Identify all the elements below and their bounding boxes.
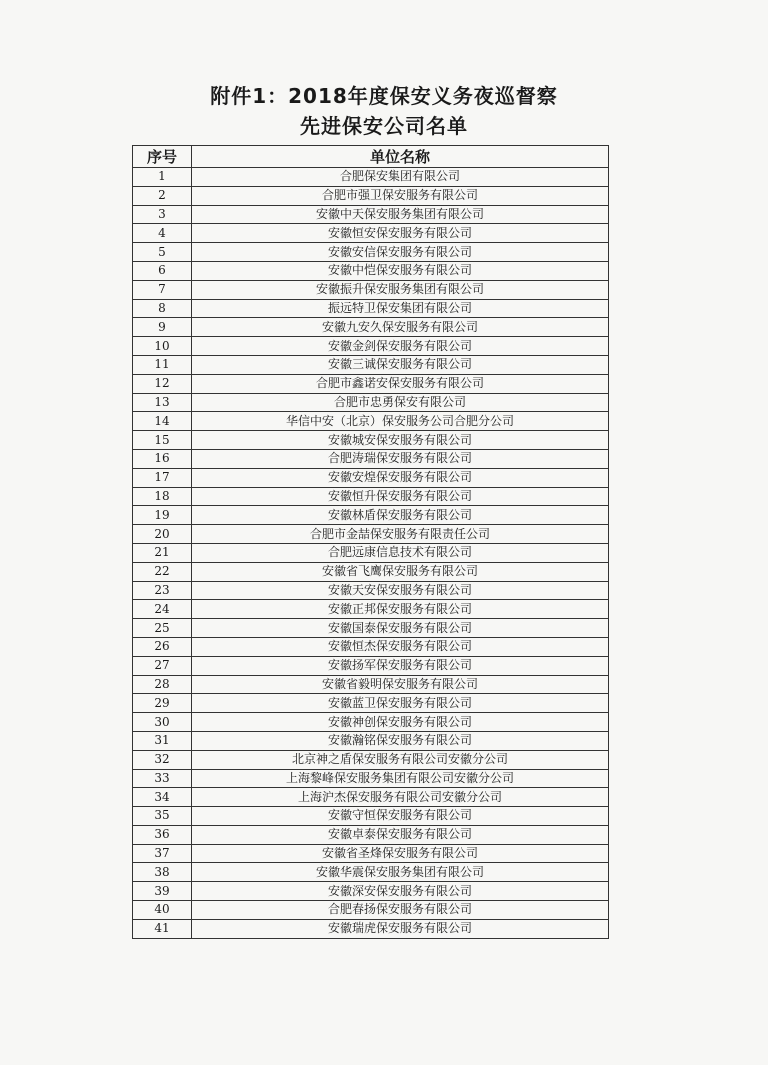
- table-row: [133, 525, 609, 544]
- row-serial-number: 31: [133, 731, 192, 750]
- row-company-name: 安徽神创保安服务有限公司: [192, 713, 609, 732]
- row-company-name: 安徽华震保安服务集团有限公司: [192, 863, 609, 882]
- row-company-name: 安徽深安保安服务有限公司: [192, 882, 609, 901]
- row-serial-number: 13: [133, 393, 192, 412]
- table-row: [133, 619, 609, 638]
- table-row: [133, 844, 609, 863]
- row-company-name: 安徽中天保安服务集团有限公司: [192, 205, 609, 224]
- row-serial-number: 14: [133, 412, 192, 431]
- row-serial-number: 38: [133, 863, 192, 882]
- table-row: [133, 731, 609, 750]
- table-row: [133, 205, 609, 224]
- table-row: [133, 901, 609, 920]
- table-row: [133, 318, 609, 337]
- row-company-name: 安徽城安保安服务有限公司: [192, 431, 609, 450]
- table-row: [133, 468, 609, 487]
- row-company-name: 振远特卫保安集团有限公司: [192, 299, 609, 318]
- row-company-name: 合肥市忠勇保安有限公司: [192, 393, 609, 412]
- row-company-name: 安徽天安保安服务有限公司: [192, 581, 609, 600]
- table-row: [133, 694, 609, 713]
- row-company-name: 安徽省飞鹰保安服务有限公司: [192, 562, 609, 581]
- row-serial-number: 27: [133, 656, 192, 675]
- row-serial-number: 35: [133, 807, 192, 826]
- row-serial-number: 21: [133, 543, 192, 562]
- row-serial-number: 12: [133, 374, 192, 393]
- table-row: [133, 224, 609, 243]
- row-company-name: 安徽正邦保安服务有限公司: [192, 600, 609, 619]
- row-company-name: 安徽恒安保安服务有限公司: [192, 224, 609, 243]
- table-row: [133, 882, 609, 901]
- row-company-name: 安徽三诚保安服务有限公司: [192, 355, 609, 374]
- row-serial-number: 5: [133, 243, 192, 262]
- row-company-name: 安徽林盾保安服务有限公司: [192, 506, 609, 525]
- row-serial-number: 37: [133, 844, 192, 863]
- row-company-name: 合肥保安集团有限公司: [192, 168, 609, 187]
- row-serial-number: 3: [133, 205, 192, 224]
- row-company-name: 安徽中恺保安服务有限公司: [192, 261, 609, 280]
- row-serial-number: 7: [133, 280, 192, 299]
- row-company-name: 安徽省毅明保安服务有限公司: [192, 675, 609, 694]
- row-company-name: 安徽瑞虎保安服务有限公司: [192, 919, 609, 938]
- row-company-name: 安徽振升保安服务集团有限公司: [192, 280, 609, 299]
- table-body: [133, 168, 609, 939]
- row-serial-number: 30: [133, 713, 192, 732]
- row-serial-number: 34: [133, 788, 192, 807]
- table-row: [133, 825, 609, 844]
- table-row: [133, 506, 609, 525]
- row-serial-number: 16: [133, 449, 192, 468]
- row-company-name: 安徽省圣烽保安服务有限公司: [192, 844, 609, 863]
- table-header-row: [133, 146, 609, 168]
- table-row: [133, 280, 609, 299]
- row-company-name: 安徽金剑保安服务有限公司: [192, 337, 609, 356]
- row-serial-number: 8: [133, 299, 192, 318]
- table-row: [133, 355, 609, 374]
- row-company-name: 上海黎峰保安服务集团有限公司安徽分公司: [192, 769, 609, 788]
- table-row: [133, 562, 609, 581]
- row-serial-number: 4: [133, 224, 192, 243]
- row-serial-number: 9: [133, 318, 192, 337]
- row-serial-number: 32: [133, 750, 192, 769]
- row-serial-number: 20: [133, 525, 192, 544]
- row-company-name: 安徽瀚铭保安服务有限公司: [192, 731, 609, 750]
- document-title: 附件1：2018年度保安义务夜巡督察: [210, 84, 558, 108]
- row-serial-number: 25: [133, 619, 192, 638]
- row-company-name: 合肥市强卫保安服务有限公司: [192, 186, 609, 205]
- table-row: [133, 449, 609, 468]
- table-row: [133, 393, 609, 412]
- table-row: [133, 863, 609, 882]
- table-row: [133, 919, 609, 938]
- table-row: [133, 637, 609, 656]
- row-serial-number: 10: [133, 337, 192, 356]
- table-row: [133, 374, 609, 393]
- header-serial-number: 序号: [133, 146, 192, 168]
- row-serial-number: 11: [133, 355, 192, 374]
- row-serial-number: 33: [133, 769, 192, 788]
- row-serial-number: 17: [133, 468, 192, 487]
- row-company-name: 安徽国泰保安服务有限公司: [192, 619, 609, 638]
- table-row: [133, 656, 609, 675]
- table-row: [133, 168, 609, 187]
- row-serial-number: 15: [133, 431, 192, 450]
- table-row: [133, 299, 609, 318]
- row-company-name: 安徽蓝卫保安服务有限公司: [192, 694, 609, 713]
- row-serial-number: 41: [133, 919, 192, 938]
- row-serial-number: 36: [133, 825, 192, 844]
- row-serial-number: 39: [133, 882, 192, 901]
- table-row: [133, 675, 609, 694]
- row-company-name: 安徽恒升保安服务有限公司: [192, 487, 609, 506]
- row-company-name: 合肥市鑫诺安保安服务有限公司: [192, 374, 609, 393]
- row-serial-number: 23: [133, 581, 192, 600]
- table-row: [133, 186, 609, 205]
- row-company-name: 安徽守恒保安服务有限公司: [192, 807, 609, 826]
- row-company-name: 合肥远康信息技术有限公司: [192, 543, 609, 562]
- row-serial-number: 26: [133, 637, 192, 656]
- row-company-name: 安徽恒杰保安服务有限公司: [192, 637, 609, 656]
- row-company-name: 安徽九安久保安服务有限公司: [192, 318, 609, 337]
- row-serial-number: 2: [133, 186, 192, 205]
- row-company-name: 安徽卓泰保安服务有限公司: [192, 825, 609, 844]
- table-row: [133, 337, 609, 356]
- table-row: [133, 431, 609, 450]
- table-row: [133, 243, 609, 262]
- table-row: [133, 261, 609, 280]
- row-serial-number: 18: [133, 487, 192, 506]
- row-serial-number: 19: [133, 506, 192, 525]
- row-company-name: 合肥市金喆保安服务有限责任公司: [192, 525, 609, 544]
- table-row: [133, 807, 609, 826]
- table-row: [133, 600, 609, 619]
- company-list-table: [132, 145, 609, 939]
- row-company-name: 华信中安（北京）保安服务公司合肥分公司: [192, 412, 609, 431]
- row-company-name: 安徽安信保安服务有限公司: [192, 243, 609, 262]
- row-serial-number: 24: [133, 600, 192, 619]
- row-company-name: 安徽安煌保安服务有限公司: [192, 468, 609, 487]
- table-row: [133, 412, 609, 431]
- row-company-name: 上海沪杰保安服务有限公司安徽分公司: [192, 788, 609, 807]
- row-serial-number: 1: [133, 168, 192, 187]
- table-row: [133, 769, 609, 788]
- table-row: [133, 750, 609, 769]
- row-serial-number: 29: [133, 694, 192, 713]
- row-serial-number: 40: [133, 901, 192, 920]
- document-subtitle: 先进保安公司名单: [300, 114, 468, 138]
- table-row: [133, 581, 609, 600]
- row-company-name: 合肥涛瑞保安服务有限公司: [192, 449, 609, 468]
- header-company-name: 单位名称: [192, 146, 609, 168]
- table-row: [133, 543, 609, 562]
- row-serial-number: 28: [133, 675, 192, 694]
- row-company-name: 北京神之盾保安服务有限公司安徽分公司: [192, 750, 609, 769]
- table-row: [133, 487, 609, 506]
- row-serial-number: 22: [133, 562, 192, 581]
- table-row: [133, 713, 609, 732]
- table-row: [133, 788, 609, 807]
- row-company-name: 合肥春扬保安服务有限公司: [192, 901, 609, 920]
- row-company-name: 安徽扬军保安服务有限公司: [192, 656, 609, 675]
- row-serial-number: 6: [133, 261, 192, 280]
